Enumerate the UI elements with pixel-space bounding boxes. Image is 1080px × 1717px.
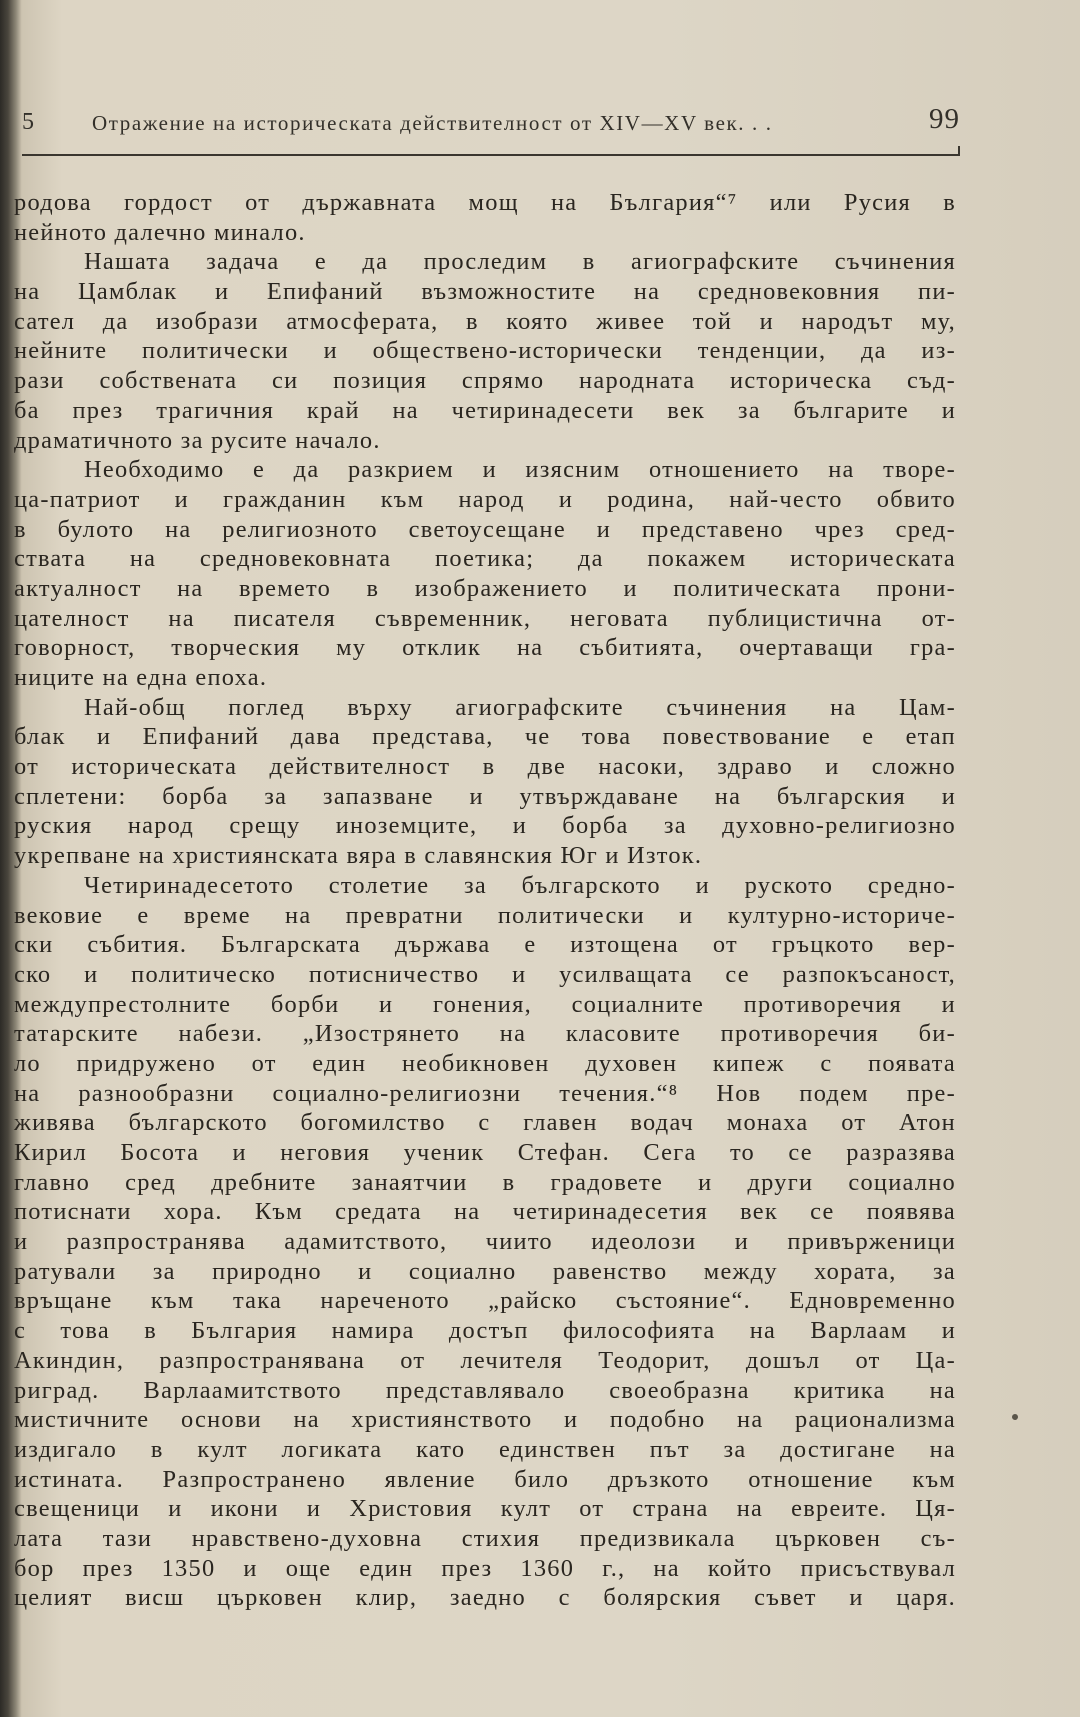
text-line: ратували за природно и социално равенство между хората, за xyxy=(14,1257,956,1285)
text-line: Четиринадесетото столетие за българското и руското средно- xyxy=(84,871,956,899)
text-line: вековие е време на превратни политически и културно-историче- xyxy=(14,901,956,929)
page-number: 99 xyxy=(929,103,960,135)
text-line: Акиндин, разпространявана от лечителя Теодорит, дошъл от Ца- xyxy=(14,1346,956,1374)
text-line: укрепване на християнската вяра в славянския Юг и Изток. xyxy=(14,842,703,870)
text-line: на Цамблак и Епифаний възможностите на средновековния пи- xyxy=(14,278,956,306)
body-text xyxy=(14,188,956,1613)
text-line: Нашата задача е да проследим в агиографските съчинения xyxy=(84,248,956,276)
text-line: целият висш църковен клир, заедно с болярския съвет и царя. xyxy=(14,1584,956,1612)
text-line: нейното далечно минало. xyxy=(14,218,306,246)
text-line: Кирил Босота и неговия ученик Стефан. Сега то се разразява xyxy=(14,1139,956,1166)
text-line: цателност на писателя съвременник, неговата публицистична от- xyxy=(14,604,956,632)
chapter-number: 5 xyxy=(22,109,36,135)
text-line: лата тази нравствено-духовна стихия предизвикала църковен съ- xyxy=(14,1524,956,1552)
text-line: на разнообразни социално-религиозни течения.“⁸ Нов подем пре- xyxy=(14,1079,956,1107)
text-line: сател да изобрази атмосферата, в която живее той и народът му, xyxy=(14,307,956,335)
text-line: блак и Епифаний дава представа, че това повествование е етап xyxy=(14,723,956,751)
text-line: Необходимо е да разкрием и изясним отношението на творе- xyxy=(84,456,956,484)
text-line: и разпространява адамитството, чиито идеолози и привърженици xyxy=(14,1228,956,1256)
text-line: ско и политическо потисничество и усилващата се разпокъсаност, xyxy=(14,960,956,988)
text-line: ски събития. Българската държава е изтощена от гръцкото вер- xyxy=(14,931,956,959)
text-line: в булото на религиозното светоусещане и представено чрез сред- xyxy=(14,515,956,543)
text-line: главно сред дребните занаятчии в градовете и други социално xyxy=(14,1168,956,1196)
text-line: истината. Разпространено явление било дръзкото отношение към xyxy=(14,1465,956,1493)
text-line: ца-патриот и гражданин към народ и родина, най-често обвито xyxy=(14,485,956,513)
text-line: ниците на една епоха. xyxy=(14,664,268,691)
text-line: говорност, творческия му отклик на събитията, очертаващи гра- xyxy=(14,634,956,662)
text-line: ло придружено от един необикновен духовен кипеж с появата xyxy=(14,1049,956,1077)
text-line: ствата на средновековната поетика; да покажем историческата xyxy=(14,545,956,573)
text-line: риград. Варлаамитството представлявало своеобразна критика на xyxy=(14,1376,956,1404)
running-header xyxy=(22,103,960,143)
text-line: руския народ срещу иноземците, и борба за духовно-религиозно xyxy=(14,812,956,840)
text-line: нейните политически и обществено-исторически тенденции, да из- xyxy=(14,337,956,365)
text-line: ба през трагичния край на четиринадесети век за българите и xyxy=(14,396,956,424)
text-line: от историческата действителност в две насоки, здраво и сложно xyxy=(14,753,956,781)
text-line: Най-общ поглед върху агиографските съчинения на Цам- xyxy=(84,693,956,721)
text-line: междупрестолните борби и гонения, социалните противоречия и xyxy=(14,990,956,1018)
text-line: родова гордост от държавната мощ на България“⁷ или Русия в xyxy=(14,189,956,216)
text-line: рази собствената си позиция спрямо народната историческа съд- xyxy=(14,367,956,395)
text-line: мистичните основи на християнството и подобно на рационализма xyxy=(14,1406,956,1434)
text-line: драматичното за русите начало. xyxy=(14,426,381,454)
ink-speck xyxy=(1012,1414,1018,1420)
text-line: потиснати хора. Към средата на четиринадесетия век се появява xyxy=(14,1198,956,1226)
text-line: свещеници и икони и Христовия култ от страна на евреите. Ця- xyxy=(14,1495,956,1523)
text-line: бор през 1350 и още един през 1360 г., на който присъствувал xyxy=(14,1554,956,1582)
text-line: с това в България намира достъп философията на Варлаам и xyxy=(14,1317,956,1345)
header-rule xyxy=(22,154,960,156)
text-line: татарските набези. „Изострянето на класовите противоречия би- xyxy=(14,1020,956,1048)
text-line: живява българското богомилство с главен водач монаха от Атон xyxy=(14,1109,956,1137)
header-rule-tick xyxy=(958,146,960,156)
text-line: връщане към така нареченото „райско състояние“. Едновременно xyxy=(14,1287,956,1315)
running-title: Отражение на историческата действителност от XIV—XV век. . . xyxy=(92,111,773,135)
text-line: издигало в култ логиката като единствен път за достигане на xyxy=(14,1435,956,1463)
text-line: сплетени: борба за запазване и утвърждаване на българския и xyxy=(14,782,956,810)
text-line: актуалност на времето в изображението и политическата прони- xyxy=(14,574,956,602)
